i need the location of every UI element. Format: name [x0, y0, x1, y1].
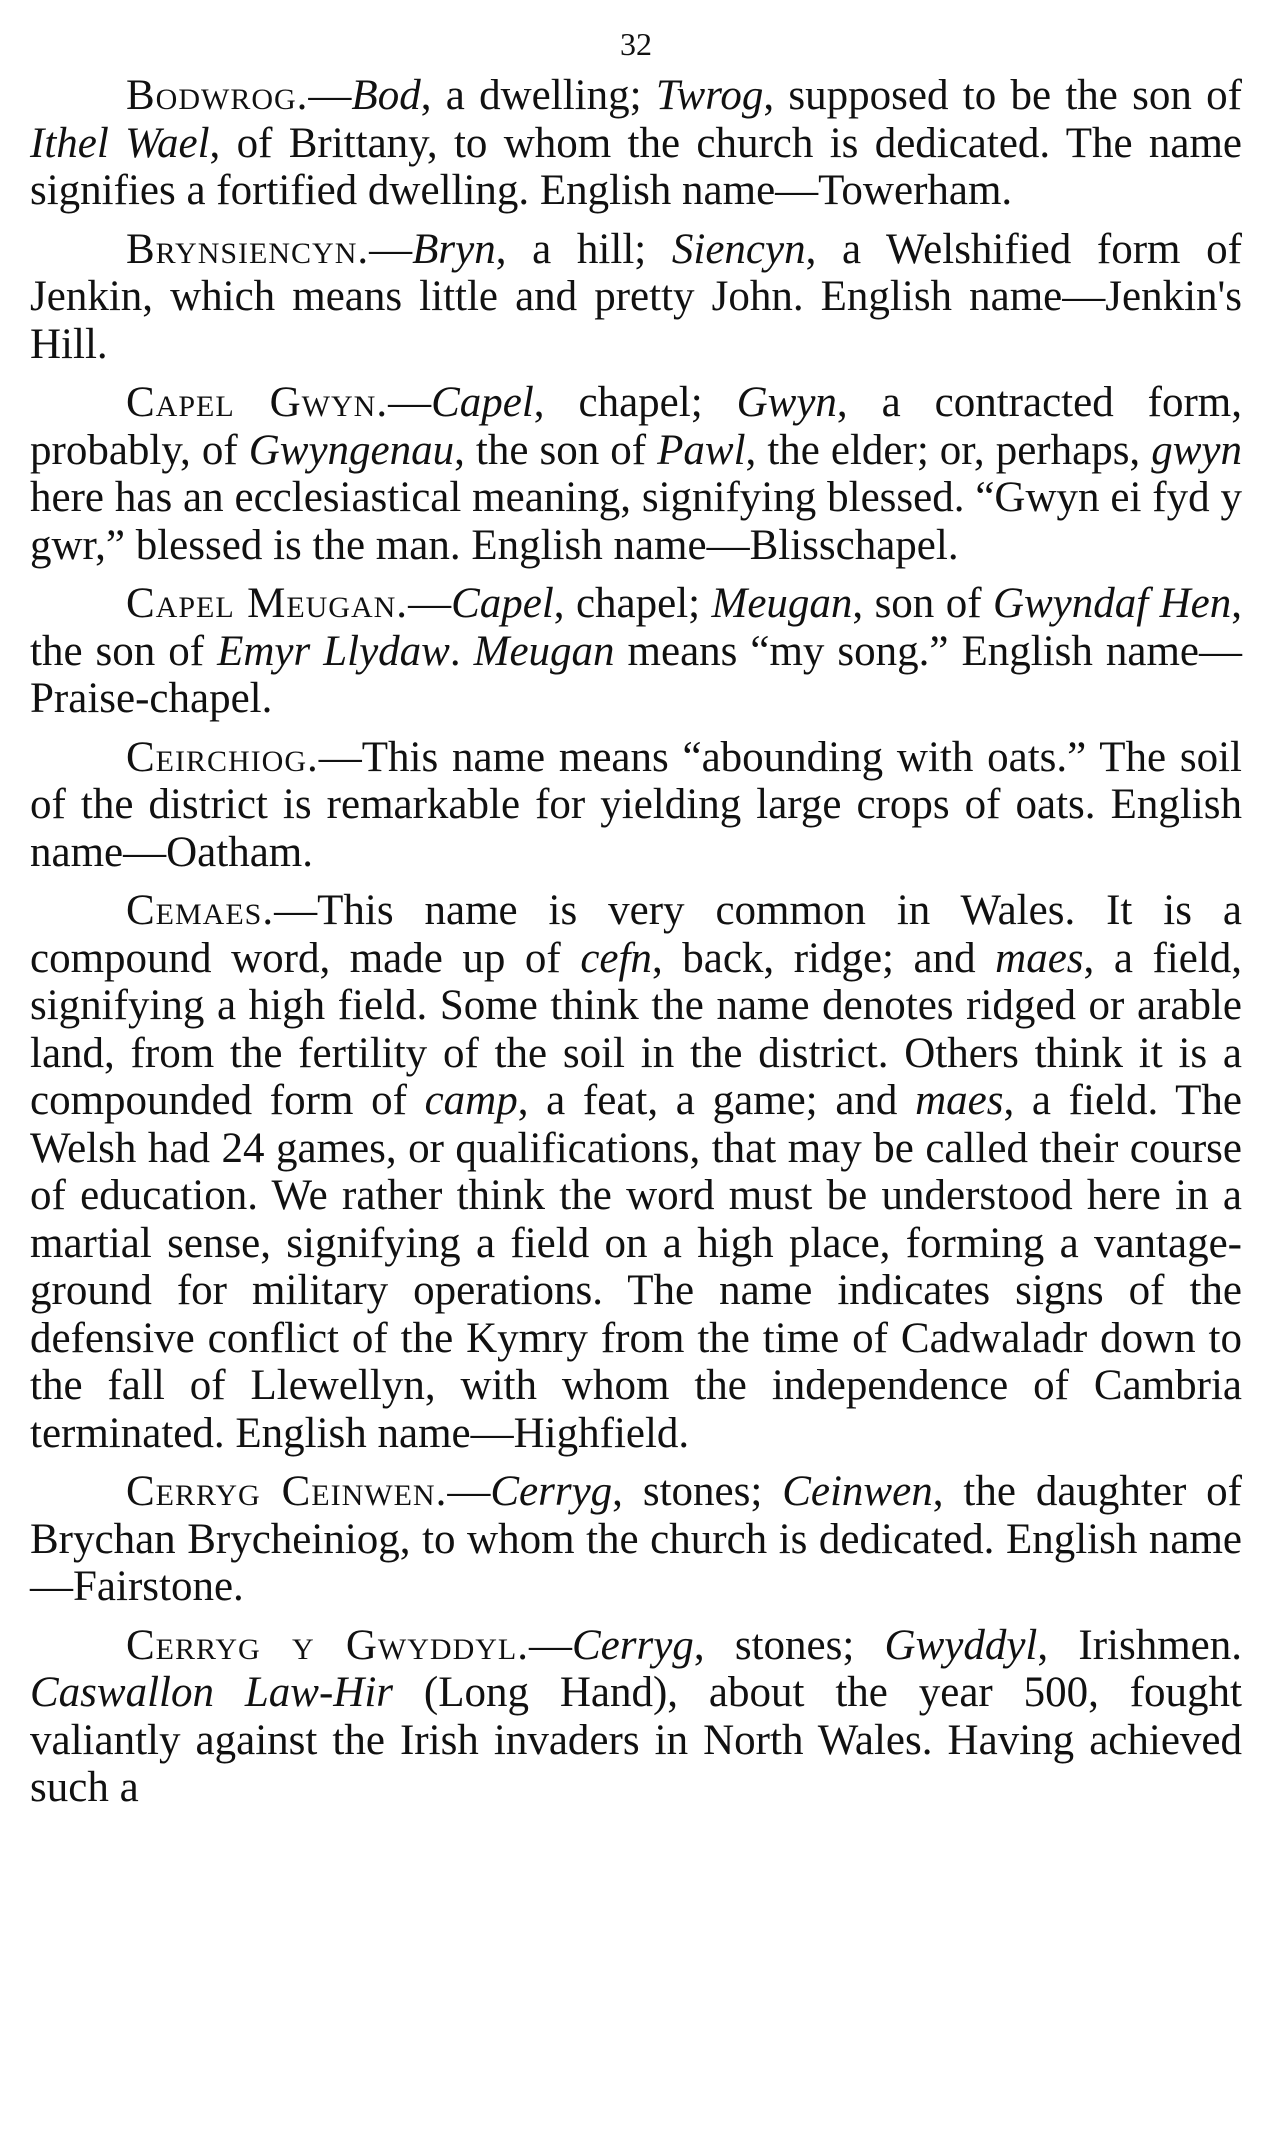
definition-text: , the son of — [454, 426, 658, 474]
definition-text: , the son of — [30, 580, 1242, 675]
em-dash: — — [369, 225, 413, 273]
headword: Ceirchiog. — [126, 733, 319, 781]
entry-cerryg-ceinwen — [30, 1468, 1242, 1611]
definition-text: , the daughter of Brychan Brycheiniog, to whom the church is dedicated. English name—Fairstone. — [30, 1468, 1242, 1610]
definition-text: , son of — [852, 580, 993, 627]
definition-text: , a dwelling; — [420, 72, 656, 119]
definition-text: This name means “abounding with oats.” The soil of the district is remarkable for yielding large crops of oats. English name—Oatham. — [30, 733, 1242, 876]
headword: Capel Meugan. — [126, 580, 409, 627]
definition-text: , supposed to be the son of — [763, 72, 1243, 119]
italic-term: Ceinwen — [782, 1468, 933, 1515]
entry-capel-gwyn — [30, 379, 1242, 569]
italic-term: Meugan — [711, 580, 853, 627]
headword: Brynsiencyn. — [126, 225, 370, 273]
definition-text: here has an ecclesiastical meaning, signifying blessed. “Gwyn ei fyd y gwr,” blessed is the man. English name—Blisschapel. — [30, 474, 1242, 569]
italic-term: maes — [915, 1077, 1004, 1124]
italic-term: Meugan — [473, 627, 615, 675]
definition-text: , of Brittany, to whom the church is dedicated. The name signifies a fortified dwelling. English name—Towerham. — [30, 119, 1243, 214]
definition-text: , back, ridge; and — [651, 934, 996, 982]
italic-term: camp — [424, 1077, 518, 1124]
definition-text: (Long Hand), about the year 500, fought valiantly against the Irish invaders in North Wales. Having achieved such a — [30, 1669, 1242, 1811]
italic-term: Ithel Wael — [30, 119, 210, 167]
italic-term: Gwyngenau — [248, 426, 455, 474]
entry-capel-meugan — [30, 580, 1242, 723]
italic-term: Cerryg — [571, 1621, 694, 1669]
em-dash: — — [318, 733, 362, 781]
definition-text: , a field, signifying a high field. Some think the name denotes ridged or arable land, from the fertility of the soil in the district. Others think it is a compounded form of — [30, 934, 1243, 1124]
headword: Cemaes. — [126, 887, 275, 934]
em-dash: — — [274, 887, 318, 934]
italic-term: Bryn — [412, 225, 496, 273]
italic-term: Pawl — [657, 426, 746, 474]
definition-text: This name is very common in Wales. It is a compound word, made up of — [30, 887, 1242, 982]
em-dash: — — [447, 1468, 491, 1515]
definition-text: , a contracted form, probably, of — [30, 379, 1242, 474]
italic-term: Emyr Llydaw — [217, 627, 450, 675]
italic-term: Cerryg — [490, 1468, 613, 1515]
entry-cerryg-y-gwyddyl — [30, 1622, 1242, 1812]
page-number: 32 — [620, 26, 652, 62]
entry-brynsiencyn — [30, 226, 1242, 369]
em-dash: — — [528, 1621, 572, 1669]
italic-term: Bod — [351, 72, 421, 119]
italic-term: Capel — [451, 580, 554, 627]
italic-term: Capel — [431, 379, 534, 426]
headword: Cerryg Ceinwen. — [126, 1468, 448, 1515]
definition-text: , a feat, a game; and — [517, 1077, 916, 1124]
entry-ceirchiog — [30, 734, 1242, 877]
book-page — [30, 0, 1242, 2138]
definition-text: , a hill; — [495, 225, 672, 273]
headword: Bodwrog. — [126, 72, 309, 119]
italic-term: Gwyddyl — [884, 1621, 1038, 1669]
definition-text: , chapel; — [533, 379, 737, 426]
italic-term: gwyn — [1151, 426, 1242, 474]
definition-text: , Irishmen. — [1037, 1621, 1242, 1669]
entry-cemaes — [30, 887, 1242, 1457]
italic-term: Twrog — [655, 72, 764, 119]
em-dash: — — [308, 72, 352, 119]
headword: Cerryg y Gwyddyl. — [126, 1621, 529, 1669]
definition-text: . — [449, 627, 474, 675]
italic-term: cefn — [580, 934, 652, 982]
definition-text: , stones; — [612, 1468, 783, 1515]
italic-term: maes — [995, 934, 1084, 982]
definition-text: , a field. The Welsh had 24 games, or qualifications, that may be called their course of education. We rather think the word must be understood here in a martial sense, signifying a field on a high place, forming a vantage-ground for military operations. The name indicates signs of the defensive conflict of the Kymry from the time of Cadwaladr down to the fall of Llewellyn, with whom the independence of Cambria terminated. English name—Highfield. — [30, 1077, 1242, 1457]
italic-term: Caswallon Law-Hir — [30, 1669, 394, 1716]
italic-term: Siencyn — [671, 225, 806, 273]
definition-text: means “my song.” English name—Praise-chapel. — [30, 627, 1242, 722]
entry-bodwrog — [30, 72, 1242, 215]
em-dash: — — [388, 379, 432, 426]
headword: Capel Gwyn. — [126, 379, 389, 426]
definition-text: , a Welshified form of Jenkin, which means little and pretty John. English name—Jenkin's Hill. — [30, 225, 1242, 368]
definition-text: , chapel; — [553, 580, 712, 627]
definition-text: , stones; — [693, 1621, 885, 1669]
definition-text: , the elder; or, perhaps, — [745, 426, 1152, 474]
italic-term: Gwyndaf Hen — [992, 580, 1232, 627]
italic-term: Gwyn — [736, 379, 837, 426]
em-dash: — — [408, 580, 452, 627]
